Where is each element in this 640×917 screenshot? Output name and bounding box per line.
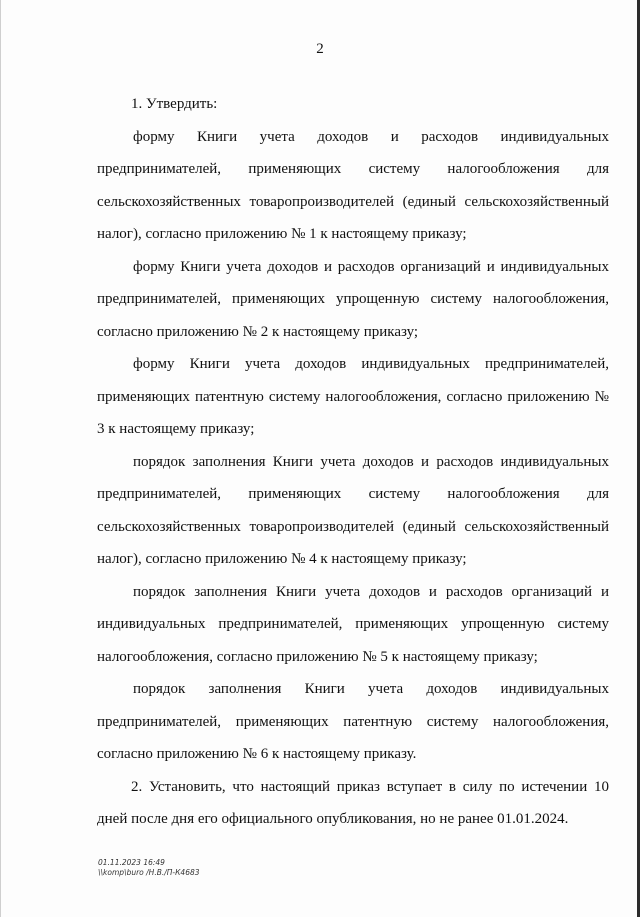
clause-2-effective-date: 2. Установить, что настоящий приказ вступает в силу по истечении 10 дней после дня его официального опубликования, но не ранее 01.01.2024. [97,778,609,827]
item-form-psn-book: форму Книги учета доходов индивидуальных предпринимателей, применяющих патентную систему налогообложения, согласно приложению № 3 к настоящему приказу; [97,356,609,437]
page-number: 2 [316,41,324,57]
footer-date: 01.11.2023 16:49 [98,858,165,867]
clause-1-heading: 1. Утвердить: [131,96,218,112]
footer-author-path: \\komp\buro /Н.В./П-К4683 [98,868,200,877]
document-body [97,88,609,836]
item-procedure-psn-book: порядок заполнения Книги учета доходов индивидуальных предпринимателей, применяющих патентную систему налогообложения, согласно приложению № 6 к настоящему приказу. [97,681,609,762]
item-form-esn-book: форму Книги учета доходов и расходов индивидуальных предпринимателей, применяющих систему налогообложения для сельскохозяйственных товаропроизводителей (единый сельскохозяйственный налог), согласно приложению № 1 к настоящему приказу; [97,128,609,242]
document-footer [98,858,200,878]
item-form-usn-book: форму Книги учета доходов и расходов организаций и индивидуальных предпринимателей, применяющих упрощенную систему налогообложения, согласно приложению № 2 к настоящему приказу; [97,258,609,340]
item-procedure-usn-book: порядок заполнения Книги учета доходов и расходов организаций и индивидуальных предпринимателей, применяющих упрощенную систему налогообложения, согласно приложению № 5 к настоящему приказу; [97,583,609,665]
item-procedure-esn-book: порядок заполнения Книги учета доходов и расходов индивидуальных предпринимателей, применяющих систему налогообложения для сельскохозяйственных товаропроизводителей (единый сельскохозяйственный налог), согласно приложению № 4 к настоящему приказу; [97,453,609,567]
scan-left-edge [0,0,1,917]
